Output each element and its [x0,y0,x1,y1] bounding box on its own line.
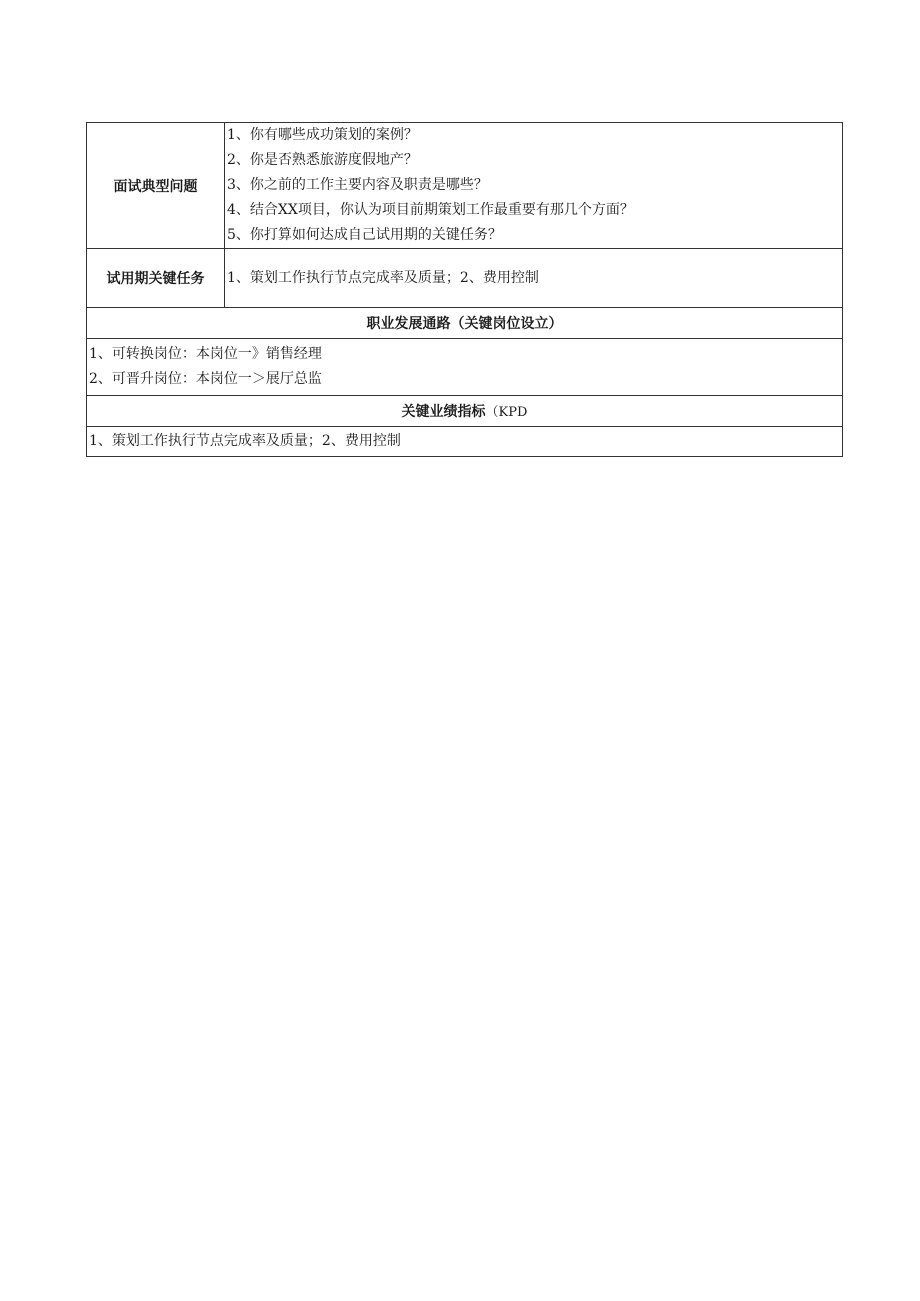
interview-questions-content [225,123,843,249]
career-path-row [87,339,843,396]
interview-question-item: 5、你打算如何达成自己试用期的关键任务？ [227,227,502,243]
interview-questions-row [87,123,843,249]
job-description-table [86,122,843,457]
probation-tasks-label: 试用期关键任务 [87,249,225,308]
career-path-title: 职业发展通路（关键岗位设立） [87,308,843,339]
career-path-item: 2、可晋升岗位：本岗位一＞展厅总监 [89,371,322,387]
interview-question-item: 3、你之前的工作主要内容及职责是哪些？ [227,177,488,193]
career-path-header-row [87,308,843,339]
probation-tasks-value: 1、策划工作执行节点完成率及质量；2、费用控制 [227,269,539,286]
career-path-content [87,339,843,396]
interview-question-item: 4、结合XX项目，你认为项目前期策划工作最重要有那几个方面？ [227,202,634,218]
kpi-value: 1、策划工作执行节点完成率及质量；2、费用控制 [89,433,401,449]
career-path-item: 1、可转换岗位：本岗位一》销售经理 [89,346,322,362]
interview-questions-label: 面试典型问题 [87,123,225,249]
kpi-header-row [87,396,843,427]
kpi-title-suffix: （KPD [485,405,528,420]
kpi-title: 关键业绩指标 [401,404,486,420]
kpi-title-cell [87,396,843,427]
kpi-row [87,427,843,457]
probation-tasks-row [87,249,843,308]
interview-question-item: 2、你是否熟悉旅游度假地产？ [227,152,418,168]
interview-question-item: 1、你有哪些成功策划的案例？ [227,127,418,143]
kpi-content [87,427,843,457]
probation-tasks-content [225,249,843,308]
